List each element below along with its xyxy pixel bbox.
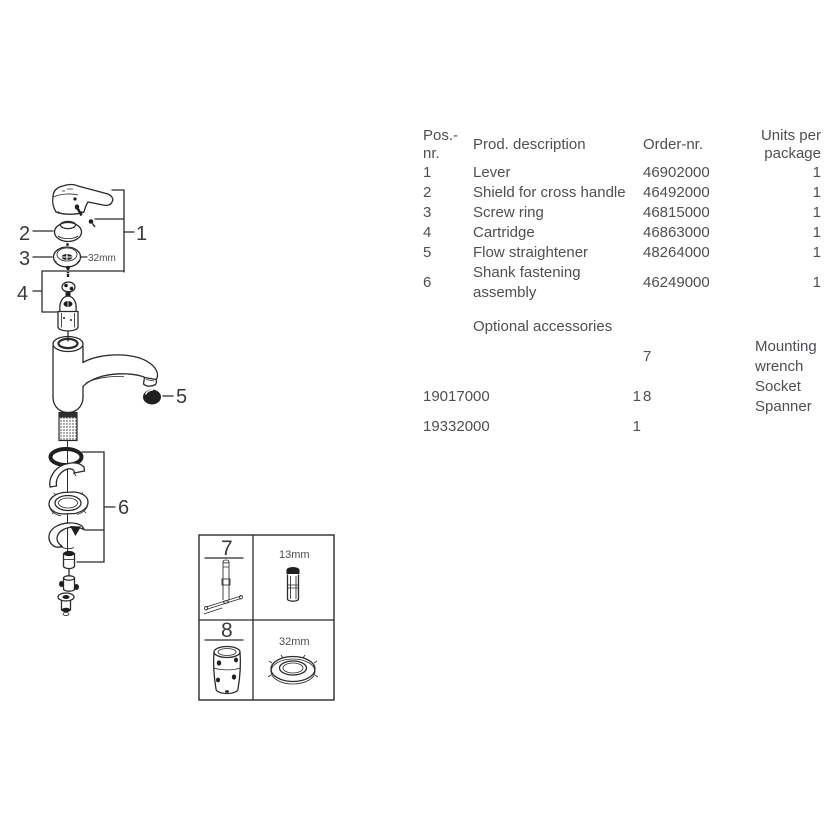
units-cell: 1 [632, 388, 641, 405]
cartridge-part [58, 293, 78, 342]
toolbox-size-13mm: 13mm [279, 549, 310, 561]
screw-ring-size-label: 32mm [88, 253, 116, 264]
callout-2: 2 [19, 223, 31, 245]
units-cell: 1 [812, 184, 821, 201]
order-cell: 46815000 [643, 204, 710, 221]
description-cell: Shield for cross handle [473, 184, 626, 201]
parts-table [423, 127, 823, 437]
callout-5: 5 [176, 386, 188, 408]
header-pos-nr: Pos.-nr. [423, 127, 459, 162]
order-cell: 46249000 [643, 274, 710, 291]
check-valve-part [58, 576, 79, 616]
header-order-nr: Order-nr. [643, 136, 704, 153]
callout-3: 3 [19, 248, 31, 270]
order-cell: 19017000 [423, 388, 490, 405]
description-cell: Screw ring [473, 204, 544, 221]
toolbox-pos-8: 8 [221, 619, 233, 642]
description-cell: Shank fastening assembly [473, 264, 581, 301]
pos-cell: 8 [643, 388, 652, 405]
flange-plate-part [49, 492, 88, 516]
faucet-body-part [53, 337, 158, 413]
description-cell: Cartridge [473, 224, 535, 241]
lever-part [53, 185, 113, 215]
mounting-wrench-drawing [204, 560, 243, 614]
description-cell: Flow straightener [473, 244, 589, 261]
callout-4: 4 [17, 283, 29, 305]
callout-1: 1 [136, 223, 148, 245]
units-cell: 1 [812, 224, 821, 241]
accessories-box [199, 535, 334, 700]
pos-cell: 2 [423, 184, 432, 201]
screw-ring-part [54, 247, 81, 267]
description-cell: Socket Spanner [755, 378, 812, 415]
pos-cell: 3 [423, 204, 432, 221]
fastening-bolt-part [64, 551, 75, 576]
description-cell: Mounting wrench [755, 338, 817, 375]
header-units-per-package: Units per package [760, 127, 821, 162]
ring-nut-drawing [268, 655, 318, 684]
socket-spanner-drawing [214, 647, 241, 694]
toolbox-size-32mm: 32mm [279, 636, 310, 648]
units-cell: 1 [812, 204, 821, 221]
horseshoe-clamp-part [49, 523, 85, 549]
order-cell: 46902000 [643, 164, 710, 181]
pos-cell: 4 [423, 224, 432, 241]
pos-cell: 1 [423, 164, 432, 181]
units-cell: 1 [812, 274, 821, 291]
callout-6: 6 [118, 497, 130, 519]
description-cell: Lever [473, 164, 511, 181]
units-cell: 1 [812, 164, 821, 181]
toolbox-pos-7: 7 [221, 537, 233, 560]
order-cell: 48264000 [643, 244, 710, 261]
flow-straightener-part [143, 390, 161, 405]
header-description: Prod. description [473, 136, 586, 153]
shank-threads [59, 413, 77, 441]
order-cell: 19332000 [423, 418, 490, 435]
shield-part [55, 221, 82, 246]
optional-accessories-label: Optional accessories [473, 318, 613, 335]
units-cell: 1 [812, 244, 821, 261]
order-cell: 46492000 [643, 184, 710, 201]
cartridge-nut [62, 282, 75, 292]
pos-cell: 7 [643, 348, 652, 365]
pos-cell: 6 [423, 274, 432, 291]
units-cell: 1 [632, 418, 641, 435]
table-spacer [423, 303, 823, 317]
pos-cell: 5 [423, 244, 432, 261]
order-cell: 46863000 [643, 224, 710, 241]
socket-bit-drawing [287, 567, 300, 601]
